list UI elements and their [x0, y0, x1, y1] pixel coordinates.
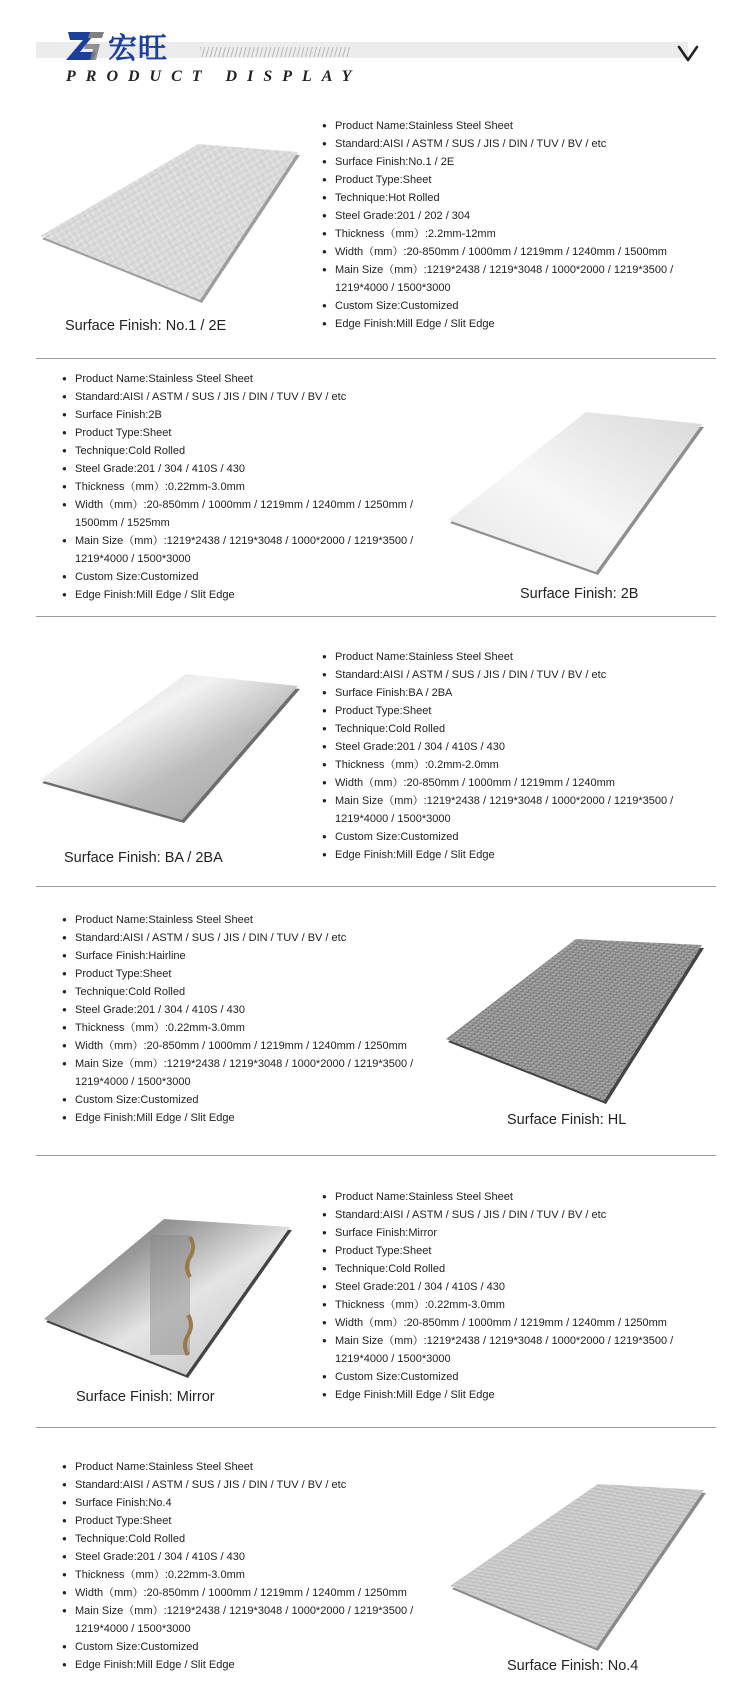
spec-item: ● Width（mm）:20-850mm / 1000mm / 1219mm / 1240mm / 1500mm: [322, 243, 692, 261]
surface-finish-caption: Surface Finish: Mirror: [76, 1389, 215, 1405]
spec-item: ● Custom Size:Customized: [62, 1091, 440, 1109]
spec-item: ● Main Size（mm）:1219*2438 / 1219*3048 / 1000*2000 / 1219*3500 / 1219*4000 / 1500*3000: [62, 532, 440, 568]
spec-item: ● Product Type:Sheet: [62, 424, 440, 442]
section-divider: [36, 1155, 716, 1156]
spec-item: ● Product Type:Sheet: [62, 1512, 440, 1530]
spec-item: ● Product Name:Stainless Steel Sheet: [322, 648, 692, 666]
spec-item: ● Standard:AISI / ASTM / SUS / JIS / DIN / TUV / BV / etc: [62, 1476, 440, 1494]
section-divider: [36, 886, 716, 887]
page-title: PRODUCT DISPLAY: [66, 68, 362, 85]
spec-item: ● Technique:Hot Rolled: [322, 189, 692, 207]
spec-item: ● Product Type:Sheet: [322, 702, 692, 720]
spec-list: [62, 911, 440, 1127]
spec-item: ● Surface Finish:2B: [62, 406, 440, 424]
spec-item: ● Product Type:Sheet: [322, 1242, 692, 1260]
spec-item: ● Product Name:Stainless Steel Sheet: [322, 1188, 692, 1206]
spec-item: ● Surface Finish:Mirror: [322, 1224, 692, 1242]
surface-finish-caption: Surface Finish: BA / 2BA: [64, 850, 223, 866]
brand-name: 宏旺: [108, 31, 169, 65]
section-divider: [36, 616, 716, 617]
spec-item: ● Product Name:Stainless Steel Sheet: [322, 117, 692, 135]
header-stripes: [200, 47, 350, 57]
spec-item: ● Thickness（mm）:2.2mm-12mm: [322, 225, 692, 243]
spec-item: ● Technique:Cold Rolled: [322, 720, 692, 738]
spec-item: ● Technique:Cold Rolled: [62, 442, 440, 460]
spec-item: ● Width（mm）:20-850mm / 1000mm / 1219mm / 1240mm: [322, 774, 692, 792]
spec-item: ● Edge Finish:Mill Edge / Slit Edge: [62, 1109, 440, 1127]
spec-item: ● Edge Finish:Mill Edge / Slit Edge: [322, 1386, 692, 1404]
spec-item: ● Steel Grade:201 / 304 / 410S / 430: [62, 460, 440, 478]
spec-list: [322, 1188, 692, 1404]
spec-item: ● Main Size（mm）:1219*2438 / 1219*3048 / 1000*2000 / 1219*3500 / 1219*4000 / 1500*3000: [322, 1332, 692, 1368]
spec-item: ● Standard:AISI / ASTM / SUS / JIS / DIN / TUV / BV / etc: [62, 388, 440, 406]
section-divider: [36, 358, 716, 359]
surface-finish-caption: Surface Finish: 2B: [520, 586, 639, 602]
spec-item: ● Edge Finish:Mill Edge / Slit Edge: [322, 846, 692, 864]
spec-item: ● Edge Finish:Mill Edge / Slit Edge: [322, 315, 692, 333]
sheet-image-2b: [446, 408, 708, 578]
spec-item: ● Steel Grade:201 / 304 / 410S / 430: [62, 1548, 440, 1566]
spec-item: ● Steel Grade:201 / 202 / 304: [322, 207, 692, 225]
spec-item: ● Steel Grade:201 / 304 / 410S / 430: [322, 1278, 692, 1296]
spec-item: ● Thickness（mm）:0.22mm-3.0mm: [62, 1019, 440, 1037]
spec-item: ● Standard:AISI / ASTM / SUS / JIS / DIN / TUV / BV / etc: [322, 666, 692, 684]
spec-item: ● Steel Grade:201 / 304 / 410S / 430: [62, 1001, 440, 1019]
sheet-image-no4: [448, 1480, 710, 1652]
spec-item: ● Product Name:Stainless Steel Sheet: [62, 370, 440, 388]
spec-item: ● Custom Size:Customized: [62, 568, 440, 586]
spec-item: ● Product Name:Stainless Steel Sheet: [62, 911, 440, 929]
spec-item: ● Thickness（mm）:0.22mm-3.0mm: [322, 1296, 692, 1314]
surface-finish-caption: Surface Finish: HL: [507, 1112, 627, 1128]
spec-item: ● Main Size（mm）:1219*2438 / 1219*3048 / 1000*2000 / 1219*3500 / 1219*4000 / 1500*3000: [62, 1602, 440, 1638]
spec-list: [322, 117, 692, 333]
spec-item: ● Custom Size:Customized: [322, 297, 692, 315]
spec-item: ● Steel Grade:201 / 304 / 410S / 430: [322, 738, 692, 756]
sheet-image-no1: [36, 140, 304, 310]
spec-item: ● Technique:Cold Rolled: [322, 1260, 692, 1278]
spec-item: ● Edge Finish:Mill Edge / Slit Edge: [62, 1656, 440, 1674]
spec-item: ● Surface Finish:Hairline: [62, 947, 440, 965]
spec-item: ● Main Size（mm）:1219*2438 / 1219*3048 / 1000*2000 / 1219*3500 / 1219*4000 / 1500*3000: [322, 261, 692, 297]
spec-item: ● Main Size（mm）:1219*2438 / 1219*3048 / 1000*2000 / 1219*3500 / 1219*4000 / 1500*3000: [322, 792, 692, 828]
spec-item: ● Thickness（mm）:0.22mm-3.0mm: [62, 1566, 440, 1584]
spec-item: ● Edge Finish:Mill Edge / Slit Edge: [62, 586, 440, 604]
spec-item: ● Product Type:Sheet: [62, 965, 440, 983]
sheet-image-hairline: [444, 935, 708, 1107]
surface-finish-caption: Surface Finish: No.1 / 2E: [65, 318, 227, 334]
spec-item: ● Surface Finish:BA / 2BA: [322, 684, 692, 702]
spec-item: ● Surface Finish:No.4: [62, 1494, 440, 1512]
spec-item: ● Width（mm）:20-850mm / 1000mm / 1219mm / 1240mm / 1250mm: [62, 1584, 440, 1602]
spec-item: ● Width（mm）:20-850mm / 1000mm / 1219mm / 1240mm / 1250mm: [62, 1037, 440, 1055]
chevron-down-icon[interactable]: [676, 42, 700, 66]
spec-list: [62, 370, 440, 604]
spec-list: [62, 1458, 440, 1674]
sheet-image-ba: [36, 670, 304, 825]
spec-item: ● Product Type:Sheet: [322, 171, 692, 189]
spec-item: ● Standard:AISI / ASTM / SUS / JIS / DIN / TUV / BV / etc: [62, 929, 440, 947]
spec-item: ● Custom Size:Customized: [322, 1368, 692, 1386]
spec-item: ● Main Size（mm）:1219*2438 / 1219*3048 / 1000*2000 / 1219*3500 / 1219*4000 / 1500*3000: [62, 1055, 440, 1091]
spec-list: [322, 648, 692, 864]
sheet-image-mirror: [40, 1215, 298, 1380]
section-divider: [36, 1427, 716, 1428]
spec-item: ● Thickness（mm）:0.2mm-2.0mm: [322, 756, 692, 774]
spec-item: ● Technique:Cold Rolled: [62, 983, 440, 1001]
spec-item: ● Surface Finish:No.1 / 2E: [322, 153, 692, 171]
spec-item: ● Product Name:Stainless Steel Sheet: [62, 1458, 440, 1476]
spec-item: ● Width（mm）:20-850mm / 1000mm / 1219mm / 1240mm / 1250mm: [322, 1314, 692, 1332]
spec-item: ● Standard:AISI / ASTM / SUS / JIS / DIN / TUV / BV / etc: [322, 1206, 692, 1224]
surface-finish-caption: Surface Finish: No.4: [507, 1658, 639, 1674]
spec-item: ● Thickness（mm）:0.22mm-3.0mm: [62, 478, 440, 496]
spec-item: ● Custom Size:Customized: [62, 1638, 440, 1656]
spec-item: ● Technique:Cold Rolled: [62, 1530, 440, 1548]
spec-item: ● Custom Size:Customized: [322, 828, 692, 846]
page-header: [0, 0, 750, 100]
spec-item: ● Standard:AISI / ASTM / SUS / JIS / DIN / TUV / BV / etc: [322, 135, 692, 153]
zh-logo-mark: [66, 30, 106, 64]
spec-item: ● Width（mm）:20-850mm / 1000mm / 1219mm / 1240mm / 1250mm / 1500mm / 1525mm: [62, 496, 440, 532]
